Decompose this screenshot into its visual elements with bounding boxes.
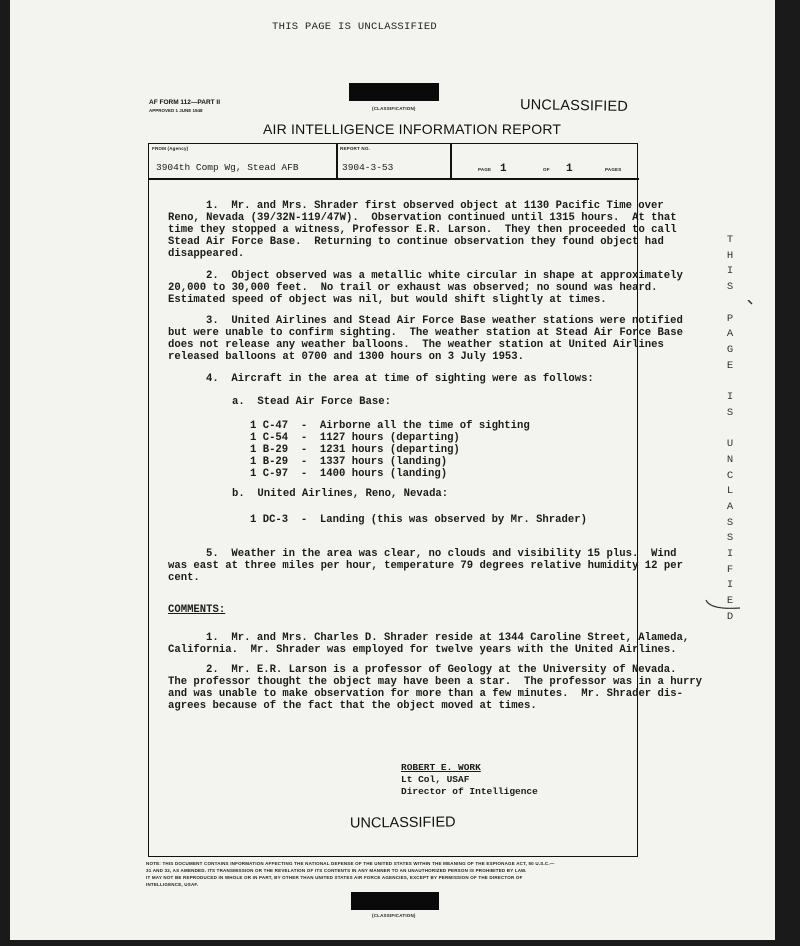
redaction-block-top — [349, 83, 439, 101]
aircraft-row: 1 B-29 - 1231 hours (departing) — [250, 444, 460, 456]
paragraph-5: 5. Weather in the area was clear, no clouds and visibility 15 plus. Wind was east at three miles per hour, temperature 79 degrees relative humidity 12 per cent. — [168, 548, 683, 584]
signature-name: ROBERT E. WORK — [401, 762, 481, 773]
report-no-value: 3904-3-53 — [342, 162, 394, 173]
signature-rank: Lt Col, USAF — [401, 774, 470, 785]
paragraph-4b: b. United Airlines, Reno, Nevada: — [232, 488, 449, 500]
of-value: 1 — [566, 163, 573, 175]
classification-stamp-bottom: UNCLASSIFIED — [349, 814, 456, 832]
report-no-label: REPORT NO. — [340, 146, 371, 151]
aircraft-row: 1 B-29 - 1337 hours (landing) — [250, 456, 448, 468]
report-title: AIR INTELLIGENCE INFORMATION REPORT — [263, 121, 562, 137]
aircraft-row: 1 C-47 - Airborne all the time of sighting — [250, 420, 530, 432]
aircraft-row: 1 C-97 - 1400 hours (landing) — [250, 468, 448, 480]
classification-stamp-top: UNCLASSIFIED — [519, 97, 629, 115]
paragraph-3: 3. United Airlines and Stead Air Force Base weather stations were notified but were unable to confirm sighting. The weather station at Stead Air Force Base does not release any weather balloons. The weather station at United Airlines released balloons at 0700 and 1300 hours on 3 July 1953. — [168, 315, 683, 363]
document-page — [10, 0, 775, 940]
classification-label-bottom: (CLASSIFICATION) — [372, 913, 416, 918]
aircraft-row: 1 C-54 - 1127 hours (departing) — [250, 432, 460, 444]
comment-2: 2. Mr. E.R. Larson is a professor of Geology at the University of Nevada. The professor thought the object may have been a star. The professor was in a hurry and was unable to make observation for more than a few minutes. Mr. Shrader dis- agrees because of the fact that the object moved at times. — [168, 664, 703, 712]
pages-label: PAGES — [605, 167, 622, 172]
form-approved: APPROVED 1 JUNE 1948 — [149, 108, 203, 113]
signature-title: Director of Intelligence — [401, 786, 538, 797]
aircraft-list-stead — [250, 420, 530, 480]
page-value: 1 — [500, 163, 507, 175]
margin-bracket-mark — [700, 300, 760, 620]
top-unclassified-notice: THIS PAGE IS UNCLASSIFIED — [272, 21, 438, 33]
paragraph-2: 2. Object observed was a metallic white circular in shape at approximately 20,000 to 30,000 feet. No trail or exhaust was observed; no sound was heard. Estimated speed of object was nil, but would shift slightly at times. — [168, 270, 683, 306]
aircraft-row-united: 1 DC-3 - Landing (this was observed by Mr. Shrader) — [250, 514, 587, 526]
comment-1: 1. Mr. and Mrs. Charles D. Shrader reside at 1344 Caroline Street, Alameda, California. Mr. Shrader was employed for twelve years with the United Airlines. — [168, 632, 690, 656]
classification-label-top: (CLASSIFICATION) — [372, 106, 416, 111]
comments-heading: COMMENTS: — [168, 604, 226, 616]
from-label: FROM (Agency) — [152, 146, 189, 151]
side-unclassified-notice: T H I S P A G E I S U N C L A S S I F I E D — [726, 234, 734, 623]
page-label: PAGE — [478, 167, 492, 172]
of-label: OF — [543, 167, 550, 172]
from-value: 3904th Comp Wg, Stead AFB — [156, 162, 299, 173]
paragraph-4: 4. Aircraft in the area at time of sighting were as follows: — [206, 373, 594, 385]
paragraph-1: 1. Mr. and Mrs. Shrader first observed object at 1130 Pacific Time over Reno, Nevada (39/32N-119/47W). Observation continued until 1315 hours. At that time they stopped a witness, Professor E.R. Larson. They then proceeded to call Stead Air Force Base. Returning to continue observation they found object had disappeared. — [168, 200, 677, 260]
signature-block — [401, 762, 538, 798]
paragraph-4a: a. Stead Air Force Base: — [232, 396, 391, 408]
form-id: AF FORM 112—PART II — [149, 99, 221, 106]
footer-note: NOTE: THIS DOCUMENT CONTAINS INFORMATION AFFECTING THE NATIONAL DEFENSE OF THE UNITED STATES WITHIN THE MEANING OF THE ESPIONAGE ACT, 50 U.S.C.— 31 AND 32, AS AMENDED. ITS TRANSMISSION OR THE REVELATION OF ITS CONTENTS IN ANY MANNER TO AN UNAUTHORIZED PERSON IS PROHIBITED BY LAW. IT MAY NOT BE REPRODUCED IN WHOLE OR IN PART, BY OTHER THAN UNITED STATES AIR FORCE AGENCIES, EXCEPT BY PERMISSION OF THE DIRECTOR OF INTELLIGENCE, USAF. — [146, 861, 555, 887]
redaction-block-bottom — [351, 892, 439, 910]
